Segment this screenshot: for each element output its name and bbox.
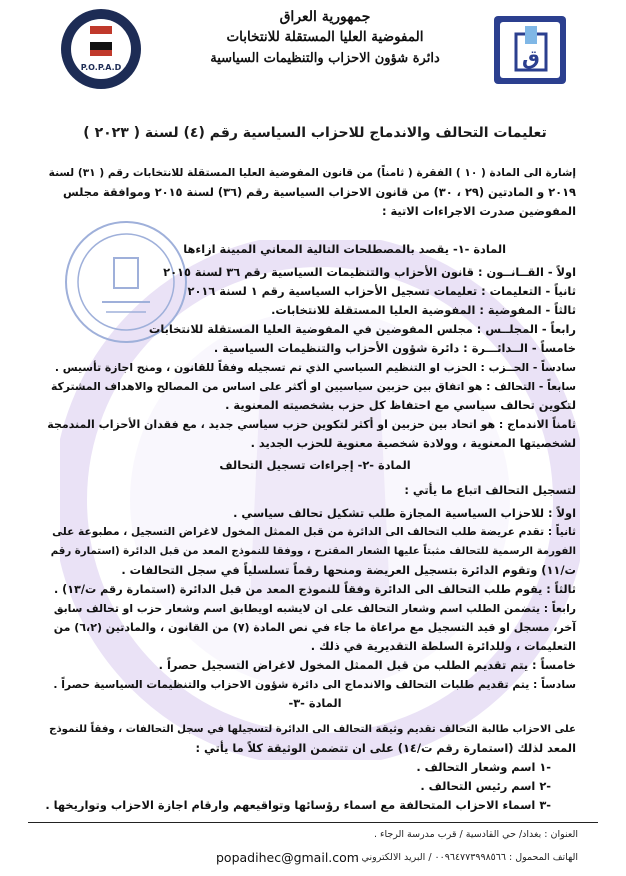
intro-line: إشارة الى المادة ( ١٠ ) الفقرة ( ثامناً) من قانون المفوضية العليا المستقلة للانتخابات رقم ( ٣١) لسنة [48,167,576,179]
article3-heading: المادة -٣- [288,696,342,710]
article2-line: آخر، مسجل او قيد التسجيل مع مراعاة ما جاء في نص المادة (٧) من القانون ، والمادتين (٦،٢) من [53,621,576,634]
commission-logo [492,14,568,86]
article2-line: التعليمات ، وللدائرة السلطة التقديرية في ذلك . [310,639,576,653]
article3-item: -٢ اسم رئيس التحالف . [420,779,551,793]
article1-line: لتكوين تحالف سياسي مع احتفاظ كل حزب بشخصيته المعنوية . [225,398,576,412]
article2-heading: المادة -٢- إجراءات تسجيل التحالف [219,458,411,472]
letterhead [190,8,460,70]
article1-line: اولاً - القــانــون : قانون الأحزاب والتنظيمات السياسية رقم ٣٦ لسنة ٢٠١٥ [163,265,576,279]
article1-line: خامساً - الــدائـــرة : دائرة شؤون الأحزاب والتنظيمات السياسية . [213,341,576,355]
intro-line: المفوضين صدرت الاجراءات الاتية : [381,204,576,218]
article2-line: سادساً : يتم تقديم طلبات التحالف والاندماج الى دائرة شؤون الاحزاب والتنظيمات السياسية حصراً . [53,678,576,691]
article2-line: اولاً : للاحزاب السياسية المجازة طلب تشكيل تحالف سياسي . [233,506,576,520]
intro-line: ٢٠١٩ و المادتين (٢٩ ، ٣٠) من قانون الاحزاب السياسية رقم (٣٦) لسنة ٢٠١٥ وموافقة مجلس [63,185,576,199]
footer-email-link[interactable]: popadihec@gmail.com [216,850,359,865]
article2-line: رابعاً : يتضمن الطلب اسم وشعار التحالف على ان لايشبه اويطابق اسم وشعار حزب او تحالف سابق [53,602,576,615]
left-logo-text: P.O.P.A.D [80,63,122,72]
article3-item: -٣ اسماء الاحزاب المتحالفة مع اسماء رؤسائها وتواقيعهم وارقام اجازة الاحزاب وتواريخها . [45,798,551,812]
article3-line: على الاحزاب طالبة التحالف تقديم وثيقة التحالف الى الدائرة لتسجيلها في سجل التحالفات ، وفقاً للنموذج [49,724,576,735]
letterhead-commission: المفوضية العليا المستقلة للانتخابات [226,29,424,45]
article2-intro: لتسجيل التحالف اتباع ما يأتي : [404,483,576,497]
footer-divider [28,822,598,823]
popad-emblem-icon [60,8,142,90]
article2-line: الفورمة الرسمية للتحالف مثبتاً عليها الشعار المقترح ، ووفقا للنموذج المعد من قبل الدائرة (استمارة رقم [50,546,576,557]
ballot-box-icon [492,14,568,86]
article1-line: ثالثاً - المفوضية : المفوضية العليا المستقلة للانتخابات. [271,303,576,317]
popad-logo [60,8,142,90]
article2-line: خامساً : يتم تقديم الطلب من قبل الممثل المخول لاغراض التسجيل حصراً . [158,658,576,672]
article2-line: ثانياً : تقدم عريضة طلب التحالف الى الدائرة من قبل الممثل المخول لاغراض التسجيل ، مطبوعة على [52,526,576,538]
article1-line: لشخصيتها المعنوية ، وولادة شخصية معنوية للحزب الجديد . [250,436,576,450]
article1-line: ثامناً الاندماج : هو اتحاد بين حزبين او أكثر لتكوين حزب سياسي جديد ، مع فقدان الأحزاب المندمجة [47,418,576,431]
right-logo-letter: ق [522,45,540,69]
document-title: تعليمات التحالف والاندماج للاحزاب السياسية رقم (٤) لسنة ( ٢٠٢٣ ) [83,125,547,141]
article1-line: سادساً - الحــزب : الحزب او التنظيم السياسي الذي تم تسجيله وفقاً للقانون ، ومنح اجازة تأسيس . [54,361,576,374]
article1-line: رابعاً - المجلــس : مجلس المفوضين في المفوضية العليا المستقلة للانتخابات [148,322,576,336]
footer-phone: الهاتف المحمول : ٠٠٩٦٤٧٧٣٩٩٨٥٦٦ / البريد الالكتروني : [355,852,578,863]
article1-heading: المادة -١- يقصد بالمصطلحات التالية المعاني المبينة ازاءها [183,242,506,256]
letterhead-country: جمهورية العراق [279,9,371,25]
article1-line: ثانياً - التعليمات : تعليمات تسجيل الأحزاب السياسية رقم ١ لسنة ٢٠١٦ [187,284,576,298]
letterhead-department: دائرة شؤون الاحزاب والتنظيمات السياسية [210,51,440,66]
footer-address: العنوان : بغداد/ حي القادسية / قرب مدرسة الرجاء . [373,829,578,840]
article2-line: ثالثاً : يقوم طلب التحالف الى الدائرة وفقاً للنموذج المعد من قبل الدائرة (استمارة رقم ت/١٣) . [53,583,576,596]
article3-line: المعد لذلك (استمارة رقم ت/١٤) على ان تتضمن الوثيقة كلاً ما يأتي : [195,741,576,755]
article2-line: ت/١١) وتقوم الدائرة بتسجيل العريضة ومنحها رقماً تسلسلياً في سجل التحالفات . [121,563,576,577]
article3-item: -١ اسم وشعار التحالف . [416,760,551,774]
article1-line: سابعاً - التحالف : هو اتفاق بين حزبين سياسيين او أكثر على اساس من المصالح والاهداف المشتركة [50,380,576,393]
